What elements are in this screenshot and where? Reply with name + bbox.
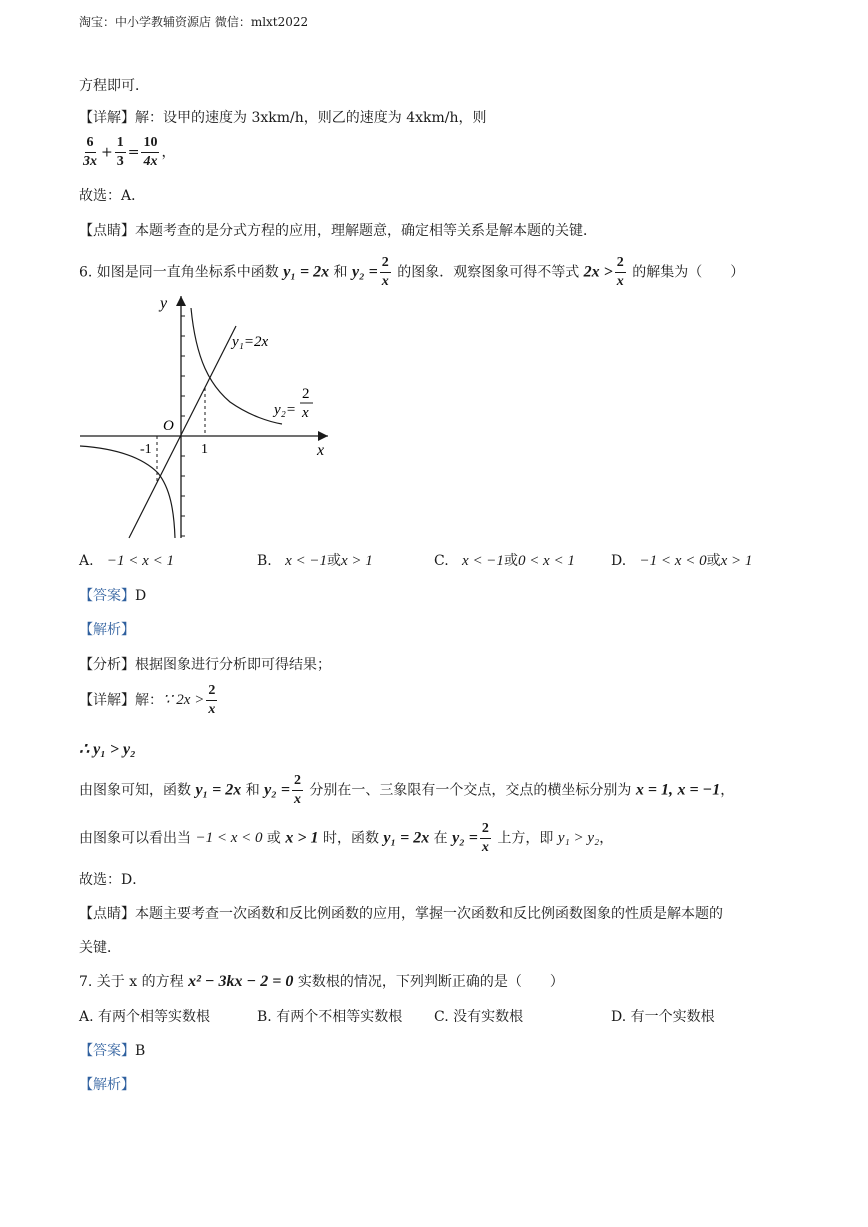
y2-frac-den: x [302, 405, 309, 421]
x-axis-label: x [317, 442, 325, 459]
fraction: $\frac{2}{x}$ [481, 821, 489, 855]
y-axis-arrow [176, 296, 186, 306]
q6-option-b[interactable]: B. x < −1或x > 1 [257, 553, 373, 569]
q5-equation: $\frac{6}{3x}$ + $\frac{1}{3}$ = $\frac{10}{4x}$ ， [83, 135, 176, 169]
q7-option-a[interactable]: A. 有两个相等实数根 [79, 1009, 211, 1025]
page-header: 淘宝：中小学教辅资源店 微信：mlxt2022 [79, 15, 309, 29]
q6-answer: 【答案】D [79, 588, 147, 604]
q7-stem: 7. 关于 x 的方程 x² − 3kx − 2 = 0 实数根的情况，下列判断正确的是（ ） [79, 973, 564, 990]
detail-tag: 【详解】 [79, 110, 135, 126]
q6-option-d[interactable]: D. −1 < x < 0或x > 1 [611, 553, 753, 569]
fraction: $\frac{2}{x}$ [293, 773, 301, 807]
fraction: $\frac{2}{x}$ [616, 255, 624, 289]
y-axis-label: y [160, 295, 168, 312]
q6-analyze: 【分析】根据图象进行分析即可得结果； [79, 657, 331, 673]
function-graph [70, 290, 340, 545]
fraction: $\frac{1}{3}$ [116, 135, 124, 169]
hyperbola-branch-3 [80, 446, 175, 538]
q7-option-b[interactable]: B. 有两个不相等实数根 [257, 1009, 403, 1025]
tick-neg1-label: -1 [140, 442, 152, 457]
q6-analysis-tag: 【解析】 [79, 622, 135, 638]
q7-option-d[interactable]: D. 有一个实数根 [611, 1009, 715, 1025]
review-text: 本题考查的是分式方程的应用，理解题意，确定相等关系是解本题的关键． [135, 223, 597, 239]
review-tag: 【点睛】 [79, 223, 135, 239]
answer-tag: 【答案】 [79, 1043, 135, 1059]
x-axis-arrow [318, 431, 328, 441]
y1-label: y₁=2x [232, 334, 269, 350]
q6-detail: 【详解】解：∵ 2x > $\frac{2}{x}$ [79, 683, 216, 717]
q6-review-1: 【点睛】本题主要考查一次函数和反比例函数的应用，掌握一次函数和反比例函数图象的性质是解本题的 [79, 906, 723, 922]
q5-detail [79, 108, 487, 128]
fraction: $\frac{6}{3x}$ [83, 135, 97, 169]
q6-stem: 6. 如图是同一直角坐标系中函数 y₁ = 2x 和 y₂ = $\frac{2}{x}$ 的图象．观察图象可得不等式 2x > $\frac{2}{x}$ 的解集为（ ） [79, 255, 745, 289]
tick-1-label: 1 [201, 442, 208, 457]
q7-answer: 【答案】B [79, 1043, 146, 1059]
line-y1 [129, 326, 236, 538]
q6-option-c[interactable]: C. x < −1或0 < x < 1 [434, 553, 575, 569]
origin-label: O [163, 418, 174, 434]
q6-therefore: ∴ y₁ > y₂ [79, 741, 136, 758]
y2-frac-num: 2 [302, 386, 310, 402]
detail-text: 解：设甲的速度为 3xkm/h，则乙的速度为 4xkm/h，则 [135, 110, 487, 126]
q5-review [79, 221, 597, 241]
fraction: $\frac{10}{4x}$ [143, 135, 158, 169]
y2-label: y₂= [274, 402, 296, 418]
answer-tag: 【答案】 [79, 588, 135, 604]
fraction: $\frac{2}{x}$ [381, 255, 389, 289]
q5-line1: 方程即可． [79, 78, 149, 94]
q7-option-c[interactable]: C. 没有实数根 [434, 1009, 524, 1025]
q6-explain-2: 由图象可以看出当 −1 < x < 0 或 x > 1 时，函数 y₁ = 2x 在 y₂ = $\frac{2}{x}$ 上方，即 y₁ > y₂， [79, 821, 614, 855]
q6-option-a[interactable]: A. −1 < x < 1 [79, 553, 174, 569]
q6-review-2: 关键． [79, 940, 121, 956]
q7-analysis-tag: 【解析】 [79, 1077, 135, 1093]
q5-choice: 故选：A． [79, 188, 146, 204]
q6-explain-1: 由图象可知，函数 y₁ = 2x 和 y₂ = $\frac{2}{x}$ 分别在一、三象限有一个交点，交点的横坐标分别为 x = 1, x = −1， [79, 773, 735, 807]
fraction: $\frac{2}{x}$ [208, 683, 216, 717]
q6-choice: 故选：D． [79, 872, 147, 888]
